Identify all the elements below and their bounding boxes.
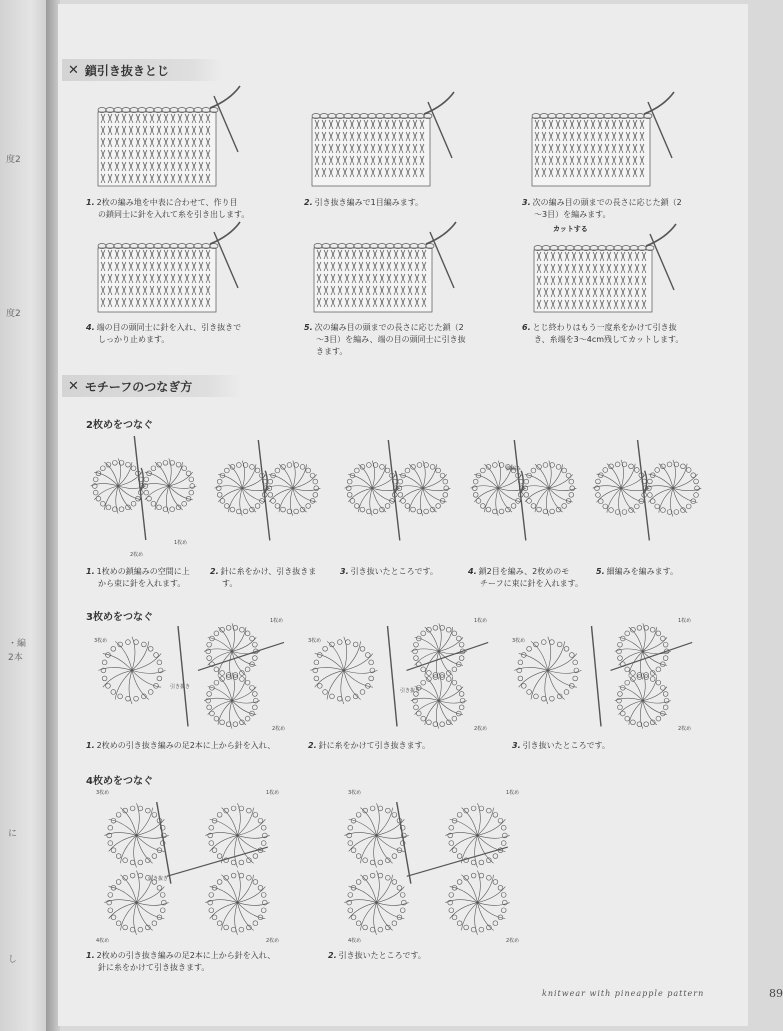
illustration-two-motifs-4: [466, 436, 581, 552]
motif-label: 1枚め: [266, 790, 280, 796]
illustration-two-motifs-3: [340, 436, 455, 552]
step-caption: 4. 鎖2目を編み、2枚めのモ チーフに束に針を入れます。: [468, 567, 583, 588]
illustration-three-motifs-1: [88, 620, 288, 732]
step-caption: 1. 1枚めの鎖編みの空間に上 から束に針を入れます。: [86, 567, 190, 588]
motif-label: 2枚め: [506, 938, 520, 944]
motif-line-art: [514, 623, 692, 728]
step-caption: 3. 引き抜いたところです。: [512, 741, 610, 750]
illustration-three-motifs-3: [506, 620, 696, 732]
illustration-four-motifs-2: [326, 790, 528, 944]
illustration-seam-step-5: [302, 230, 472, 318]
knit-swatch-art: [534, 224, 676, 312]
motif-label: 1枚め: [506, 790, 520, 796]
left-page-fragment: 度2: [6, 155, 21, 165]
document-page: [58, 4, 783, 1026]
motif-label: 3枚め: [512, 638, 526, 644]
knit-swatch-art: [314, 222, 456, 312]
step-caption: 2. 引き抜いたところです。: [328, 951, 426, 960]
left-page-fragment: 度2: [6, 309, 21, 319]
stitch-label: 引き抜き: [400, 688, 421, 694]
motif-line-art: [310, 623, 488, 728]
illustration-seam-step-4: [86, 230, 256, 318]
step-caption: 2. 針に糸をかけて引き抜きます。: [308, 741, 430, 750]
subsection-title-four: 4枚めをつなぐ: [86, 776, 153, 787]
step-caption: 1. 2枚の編み地を中表に合わせて、作り目 の鎖同士に針を入れて糸を引き出します。: [86, 198, 250, 219]
section-title-chain-seam: [62, 59, 222, 81]
step-caption: 6. とじ終わりはもう一度糸をかけて引き抜 き、糸端を3〜4cm残してカットします。: [522, 323, 684, 344]
motif-label: 4枚め: [348, 938, 362, 944]
knit-swatch-art: [98, 222, 240, 312]
left-page-fragment: 2本: [8, 653, 23, 663]
motif-line-art: [215, 440, 321, 540]
motif-label: 2枚め: [266, 938, 280, 944]
illustration-three-motifs-2: [302, 620, 492, 732]
motif-label: 1枚め: [270, 618, 284, 624]
step-caption: 3. 次の編み目の頭までの長さに応じた鎖（2 〜3目）を編みます。: [522, 198, 682, 219]
step-caption: 3. 引き抜いたところです。: [340, 567, 438, 576]
left-page-fragment: し: [8, 955, 18, 965]
footer-text: knitwear with pineapple pattern: [542, 989, 705, 998]
step-caption: 5. 細編みを編みます。: [596, 567, 678, 576]
knit-swatch-art: [98, 86, 240, 186]
motif-line-art: [471, 440, 577, 540]
illustration-seam-step-1: [86, 94, 256, 192]
left-page-fragment: に: [8, 829, 18, 839]
step-caption: 1. 2枚めの引き抜き編みの足2本に上から針を入れ、 針に糸をかけて引き抜きます。: [86, 951, 276, 972]
motif-line-art: [593, 440, 702, 540]
motif-label: 3枚め: [94, 638, 108, 644]
illustration-seam-step-3: [520, 100, 690, 192]
stitch-label: 引き抜き: [170, 684, 191, 690]
step-caption: 2. 引き抜き編みで1目編みます。: [304, 198, 424, 207]
knit-swatch-art: [312, 92, 454, 186]
illustration-seam-step-6: [522, 232, 692, 318]
motif-label: 2枚め: [474, 726, 488, 732]
stitch-label: 細編み: [506, 466, 522, 472]
knit-swatch-art: [532, 92, 674, 186]
motif-label: 2枚め: [130, 552, 144, 558]
section-title-motif-joining: [62, 375, 242, 397]
motif-label: 1枚め: [474, 618, 488, 624]
illustration-two-motifs-5: [588, 436, 706, 552]
section-title-text: モチーフのつなぎ方: [84, 379, 193, 394]
motif-line-art: [344, 802, 509, 935]
cut-label: カットする: [553, 225, 588, 233]
cross-icon: ✕: [68, 378, 79, 394]
stitch-label: 引き抜き: [148, 876, 169, 882]
motif-label: 3枚め: [348, 790, 362, 796]
step-caption: 5. 次の編み目の頭までの長さに応じた鎖（2 〜3目）を編み、端の目の頭同士に引き抜 きます。: [304, 323, 466, 356]
illustration-four-motifs-1: [86, 790, 288, 944]
subsection-title-two: 2枚めをつなぐ: [86, 420, 153, 431]
motif-label: 1枚め: [174, 540, 188, 546]
motif-line-art: [91, 436, 197, 540]
motif-line-art: [345, 440, 451, 540]
section-title-text: 鎖引き抜きとじ: [84, 63, 169, 78]
motif-line-art: [104, 802, 269, 935]
motif-label: 3枚め: [96, 790, 110, 796]
subsection-title-three: 3枚めをつなぐ: [86, 612, 153, 623]
motif-line-art: [98, 623, 284, 728]
step-caption: 4. 端の目の頭同士に針を入れ、引き抜きで しっかり止めます。: [86, 323, 242, 344]
cross-icon: ✕: [68, 62, 79, 78]
motif-label: 1枚め: [678, 618, 692, 624]
illustration-two-motifs-1: [86, 432, 201, 558]
motif-label: 4枚め: [96, 938, 110, 944]
step-caption: 1. 2枚めの引き抜き編みの足2本に上から針を入れ、: [86, 741, 276, 750]
motif-label: 2枚め: [272, 726, 286, 732]
motif-label: 3枚め: [308, 638, 322, 644]
left-page-fragment: ・編: [8, 639, 27, 649]
illustration-two-motifs-2: [210, 436, 325, 552]
page-number: 89: [769, 987, 783, 1000]
motif-label: 2枚め: [678, 726, 692, 732]
step-caption: 2. 針に糸をかけ、引き抜きま す。: [210, 567, 317, 588]
illustration-seam-step-2: [300, 100, 470, 192]
